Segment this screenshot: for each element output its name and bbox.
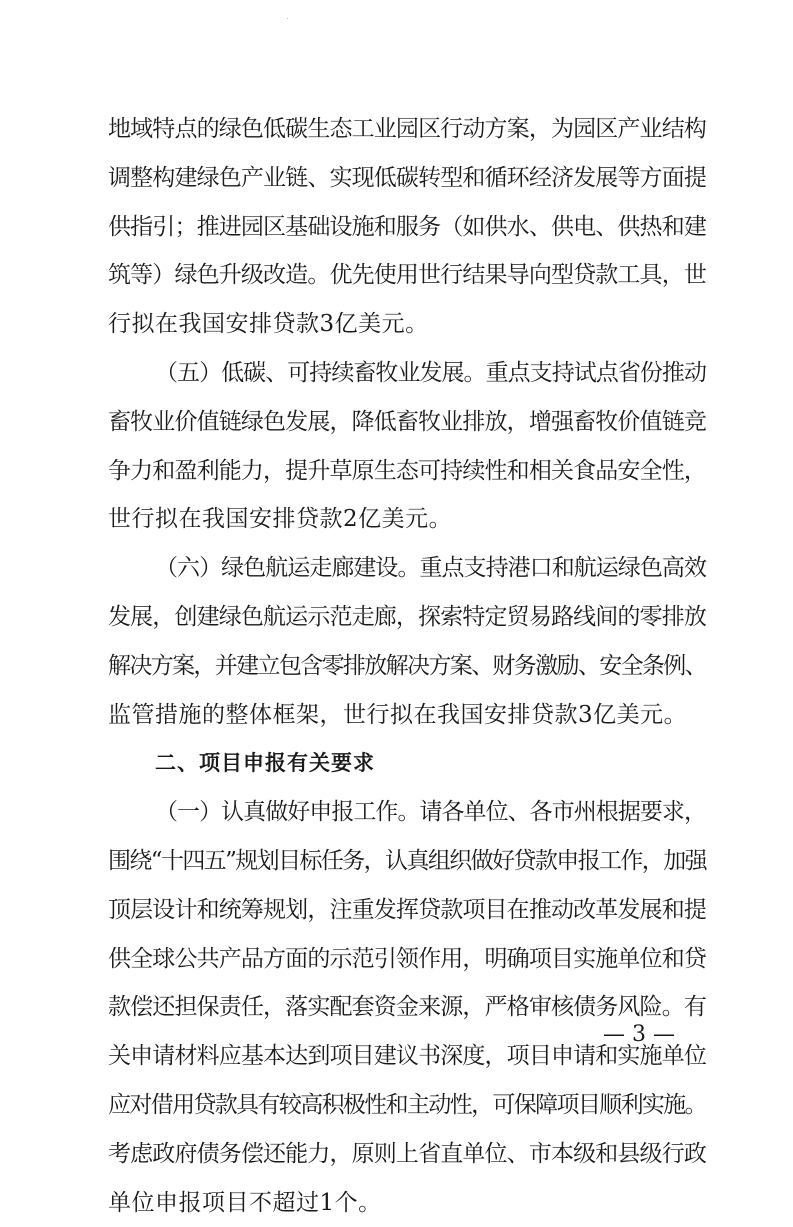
- scan-mark: [287, 18, 288, 19]
- line-text: 世行拟在我国安排贷款2亿美元。: [108, 506, 453, 533]
- line-text: （五）低碳、可持续畜牧业发展。重点支持试点省份推动: [155, 360, 707, 386]
- paragraph-line: [0, 1179, 793, 1227]
- section-heading: [0, 739, 793, 787]
- paragraph-line: [0, 203, 793, 251]
- paragraph-line: [0, 105, 793, 153]
- line-text: （一）认真做好申报工作。请各单位、各市州根据要求，: [155, 799, 707, 826]
- paragraph-line: [0, 251, 793, 299]
- paragraph-line: [0, 300, 793, 348]
- paragraph-line: [0, 544, 793, 592]
- line-text: 畜牧业价值链绿色发展，降低畜牧业排放，增强畜牧价值链竞: [108, 408, 707, 435]
- line-text: 发展，创建绿色航运示范走廊，探索特定贸易路线间的零排放: [108, 604, 707, 630]
- line-text: 地域特点的绿色低碳生态工业园区行动方案，为园区产业结构: [108, 116, 707, 142]
- line-text: （六）绿色航运走廊建设。重点支持港口和航运绿色高效: [155, 555, 707, 582]
- paragraph-line: [0, 837, 793, 885]
- paragraph-line: [0, 495, 793, 543]
- paragraph-line: [0, 154, 793, 202]
- line-text: 顶层设计和统筹规划，注重发挥贷款项目在推动改革发展和提: [108, 896, 707, 923]
- paragraph-line: [0, 788, 793, 836]
- line-text: 款偿还担保责任，落实配套资金来源，严格审核债务风险。有: [108, 994, 707, 1021]
- line-text: 监管措施的整体框架，世行拟在我国安排贷款3亿美元。: [108, 701, 688, 728]
- paragraph-line: [0, 886, 793, 934]
- line-text: 应对借用贷款具有较高积极性和主动性，可保障项目顺利实施。: [108, 1092, 707, 1118]
- line-text: 供指引；推进园区基础设施和服务（如供水、供电、供热和建: [108, 213, 707, 240]
- line-text: 考虑政府债务偿还能力，原则上省直单位、市本级和县级行政: [108, 1140, 707, 1167]
- line-text: 解决方案，并建立包含零排放解决方案、财务激励、安全条例、: [108, 652, 707, 679]
- paragraph-line: [0, 935, 793, 983]
- line-text: 关申请材料应基本达到项目建议书深度，项目申请和实施单位: [108, 1043, 707, 1070]
- line-text: 围绕“十四五”规划目标任务，认真组织做好贷款申报工作，加强: [108, 848, 706, 874]
- line-text: 二、项目申报有关要求: [155, 751, 375, 776]
- paragraph-line: [0, 1130, 793, 1178]
- page-number: — 3 —: [603, 1022, 675, 1047]
- paragraph-line: [0, 642, 793, 690]
- line-text: 单位申报项目不超过1个。: [108, 1189, 382, 1216]
- paragraph-line: [0, 398, 793, 446]
- line-text: 筑等）绿色升级改造。优先使用世行结果导向型贷款工具，世: [108, 262, 707, 289]
- line-text: 争力和盈利能力，提升草原生态可持续性和相关食品安全性，: [108, 457, 707, 484]
- paragraph-line: [0, 593, 793, 641]
- paragraph-line: [0, 349, 793, 397]
- paragraph-line: [0, 447, 793, 495]
- line-text: 供全球公共产品方面的示范引领作用，明确项目实施单位和贷: [108, 945, 707, 972]
- paragraph-line: [0, 691, 793, 739]
- line-text: 行拟在我国安排贷款3亿美元。: [108, 311, 429, 338]
- line-text: 调整构建绿色产业链、实现低碳转型和循环经济发展等方面提: [108, 164, 707, 191]
